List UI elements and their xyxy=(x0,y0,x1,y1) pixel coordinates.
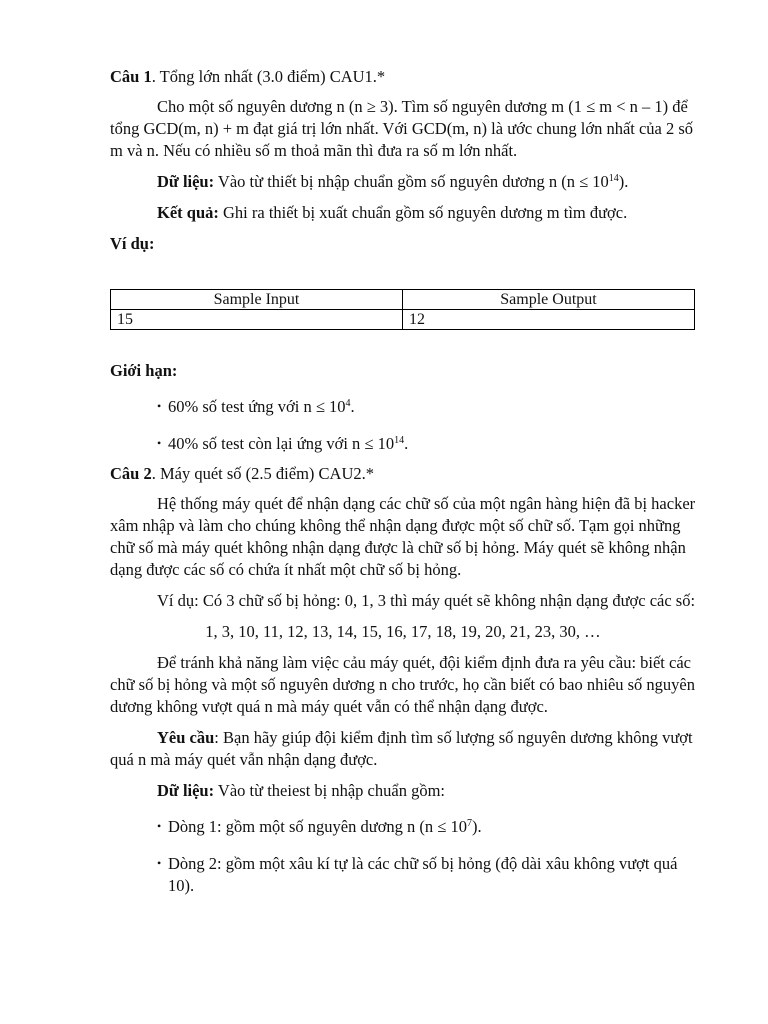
q1-statement: Cho một số nguyên dương n (n ≥ 3). Tìm số nguyên dương m (1 ≤ m < n – 1) để tổng GCD(m, n) + m đạt giá trị lớn nhất. Với GCD(m, n) là ước chung lớn nhất của 2 số m và n. Nếu có nhiều số m thoả mãn thì đưa ra số m lớn nhất. xyxy=(110,97,694,160)
list-item xyxy=(110,396,696,418)
q2-paragraph-1: Hệ thống máy quét để nhận dạng các chữ số của một ngân hàng hiện đã bị hacker xâm nhập và làm cho chúng không thể nhận dạng được một số chữ số. Tạm gọi những chữ số mà máy quét không nhận dạng được là chữ số bị hỏng. Máy quét sẽ không nhận dạng được các số có chứa ít nhất một chữ số bị hỏng. xyxy=(110,494,696,579)
q2-heading xyxy=(110,463,696,485)
limit-2-end: . xyxy=(404,434,409,453)
q1-output-text: Ghi ra thiết bị xuất chuẩn gồm số nguyên dương m tìm được. xyxy=(218,203,628,222)
q1-limits-label xyxy=(110,360,696,382)
list-item xyxy=(110,816,696,838)
table-row xyxy=(111,310,695,330)
q1-input-exp: 14 xyxy=(608,173,619,184)
q2-paragraph-3: Để tránh khả năng làm việc cảu máy quét, đội kiểm định đưa ra yêu cầu: biết các chữ số bị hỏng và một số nguyên dương n cho trước, họ cần biết có bao nhiêu số nguyên dương không vượt quá n mà máy quét vẫn có thể nhận dạng được. xyxy=(110,653,696,716)
sample-input-value: 15 xyxy=(111,310,403,330)
q1-title-rest: . Tổng lớn nhất (3.0 điểm) CAU1.* xyxy=(151,67,386,86)
limit-2-text: 40% số test còn lại ứng với n ≤ 10 xyxy=(168,434,395,453)
q2-input-spec xyxy=(110,780,696,802)
q1-input-text: Vào từ thiết bị nhập chuẩn gồm số nguyên dương n (n ≤ 10 xyxy=(214,172,609,191)
limit-1-text: 60% số test ứng với n ≤ 10 xyxy=(168,397,346,416)
sample-table xyxy=(110,289,695,330)
q1-example-label xyxy=(110,233,696,255)
q2-req-label: Yêu cầu xyxy=(157,728,215,747)
q2-input-label: Dữ liệu: xyxy=(157,781,215,800)
line-1-text: Dòng 1: gồm một số nguyên dương n (n ≤ 10 xyxy=(168,817,467,836)
bullet-icon: • xyxy=(157,399,162,413)
q2-req-text: : Bạn hãy giúp đội kiểm định tìm số lượng số nguyên dương không vượt quá n mà máy quét vẫn nhận dạng được. xyxy=(110,728,693,769)
bullet-icon: • xyxy=(157,436,162,450)
q1-limits-label-text: Giới hạn: xyxy=(110,361,178,380)
limit-1-end: . xyxy=(350,397,355,416)
sample-output-value: 12 xyxy=(403,310,695,330)
list-item xyxy=(110,433,696,455)
line-1-exp: 7 xyxy=(466,818,472,829)
q1-input-spec xyxy=(110,171,696,193)
sample-table-header-row xyxy=(111,290,695,310)
list-item xyxy=(110,853,696,897)
limit-1-exp: 4 xyxy=(345,398,351,409)
q1-title-bold: Câu 1 xyxy=(110,67,152,86)
q1-output-label: Kết quả: xyxy=(157,203,219,222)
document-page xyxy=(110,66,696,897)
q2-input-text: Vào từ theiest bị nhập chuẩn gồm: xyxy=(214,781,445,800)
bullet-icon: • xyxy=(157,856,162,870)
q2-sequence: 1, 3, 10, 11, 12, 13, 14, 15, 16, 17, 18, 19, 20, 21, 23, 30, … xyxy=(205,622,601,641)
sample-output-header: Sample Output xyxy=(403,290,695,310)
q1-example-label-text: Ví dụ: xyxy=(110,234,155,253)
q2-requirement xyxy=(110,727,696,771)
q1-input-end: ). xyxy=(618,172,629,191)
bullet-icon: • xyxy=(157,819,162,833)
q1-output-spec xyxy=(110,202,696,224)
q2-paragraph-2: Ví dụ: Có 3 chữ số bị hỏng: 0, 1, 3 thì máy quét sẽ không nhận dạng được các số: xyxy=(157,591,696,610)
sample-input-header: Sample Input xyxy=(111,290,403,310)
q2-title-bold: Câu 2 xyxy=(110,464,152,483)
q1-heading xyxy=(110,66,696,88)
q2-title-rest: . Máy quét số (2.5 điểm) CAU2.* xyxy=(151,464,374,483)
line-1-end: ). xyxy=(471,817,482,836)
q1-input-label: Dữ liệu: xyxy=(157,172,215,191)
limit-2-exp: 14 xyxy=(394,435,405,446)
line-2-text: Dòng 2: gồm một xâu kí tự là các chữ số bị hỏng (độ dài xâu không vượt quá 10). xyxy=(168,854,678,895)
